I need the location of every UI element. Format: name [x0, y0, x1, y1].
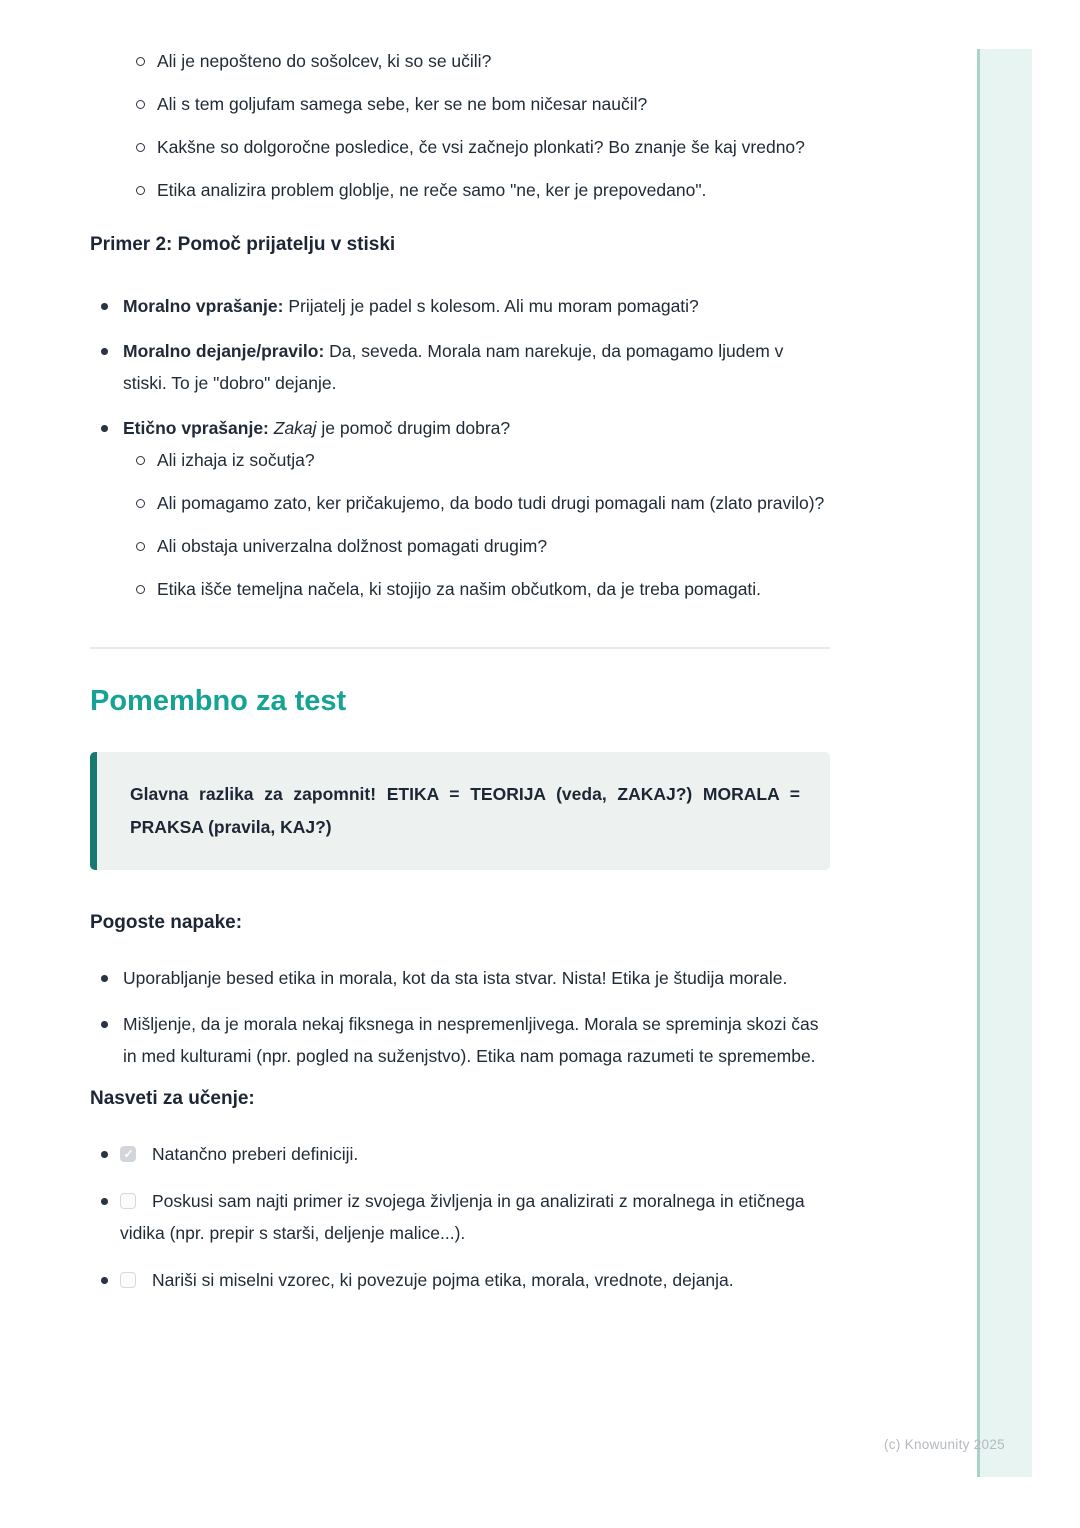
checkbox-unchecked[interactable]	[120, 1272, 136, 1288]
decorative-side-stripe	[977, 49, 1032, 1477]
checkbox-unchecked[interactable]	[120, 1193, 136, 1209]
tips-checklist	[90, 1138, 830, 1296]
primer1-questions-list	[90, 45, 830, 206]
list-item: Kakšne so dolgoročne posledice, če vsi začnejo plonkati? Bo znanje še kaj vredno?	[90, 131, 830, 163]
checkbox-checked[interactable]	[120, 1146, 136, 1162]
item-label: Etično vprašanje:	[123, 418, 269, 438]
checklist-item	[90, 1264, 830, 1296]
item-label: Moralno dejanje/pravilo:	[123, 341, 325, 361]
checklist-item	[90, 1138, 830, 1170]
primer2-heading: Primer 2: Pomoč prijatelju v stiski	[90, 234, 396, 255]
list-item	[90, 412, 830, 605]
list-item	[90, 290, 830, 322]
item-text: Prijatelj je padel s kolesom. Ali mu moram pomagati?	[283, 296, 699, 316]
item-italic-text: Zakaj	[268, 418, 317, 438]
list-item: Ali pomagamo zato, ker pričakujemo, da bodo tudi drugi pomagali nam (zlato pravilo)?	[123, 487, 830, 519]
tips-heading: Nasveti za učenje:	[90, 1088, 255, 1109]
list-item: Ali je nepošteno do sošolcev, ki so se učili?	[90, 45, 830, 77]
list-item	[90, 335, 830, 399]
item-text: je pomoč drugim dobra?	[316, 418, 511, 438]
list-item: Ali izhaja iz sočutja?	[123, 444, 830, 476]
item-text: Nariši si miselni vzorec, ki povezuje pojma etika, morala, vrednote, dejanja.	[152, 1270, 734, 1290]
test-section-heading: Pomembno za test	[90, 685, 347, 717]
list-item: Etika analizira problem globlje, ne reče samo "ne, ker je prepovedano".	[90, 174, 830, 206]
important-callout	[90, 752, 830, 870]
list-item: Mišljenje, da je morala nekaj fiksnega in nespremenljivega. Morala se spreminja skozi čas in med kulturami (npr. pogled na suženjstvo). Etika nam pomaga razumeti te spremembe.	[90, 1008, 830, 1072]
checklist-item	[90, 1185, 830, 1249]
primer2-ethics-questions-list	[123, 444, 830, 605]
list-item: Ali s tem goljufam samega sebe, ker se ne bom ničesar naučil?	[90, 88, 830, 120]
list-item: Etika išče temeljna načela, ki stojijo za našim občutkom, da je treba pomagati.	[123, 573, 830, 605]
list-item: Ali obstaja univerzalna dolžnost pomagati drugim?	[123, 530, 830, 562]
item-text: Natančno preberi definiciji.	[152, 1144, 359, 1164]
item-text: Poskusi sam najti primer iz svojega življenja in ga analizirati z moralnega in etičnega vidika (npr. prepir s starši, deljenje malice...).	[120, 1191, 805, 1243]
document-content	[90, 0, 830, 1311]
list-item: Uporabljanje besed etika in morala, kot da sta ista stvar. Nista! Etika je študija morale.	[90, 962, 830, 994]
section-divider	[90, 647, 830, 649]
callout-text: Glavna razlika za zapomnit! ETIKA = TEORIJA (veda, ZAKAJ?) MORALA = PRAKSA (pravila, KAJ?)	[130, 784, 800, 837]
mistakes-list	[90, 962, 830, 1072]
item-label: Moralno vprašanje:	[123, 296, 284, 316]
copyright-watermark: (c) Knowunity 2025	[884, 1437, 1005, 1452]
mistakes-heading: Pogoste napake:	[90, 912, 243, 933]
item-text: Da, seveda. Morala nam narekuje, da pomagamo ljudem v stiski. To je "dobro" dejanje.	[123, 341, 784, 393]
primer2-list	[90, 290, 830, 605]
